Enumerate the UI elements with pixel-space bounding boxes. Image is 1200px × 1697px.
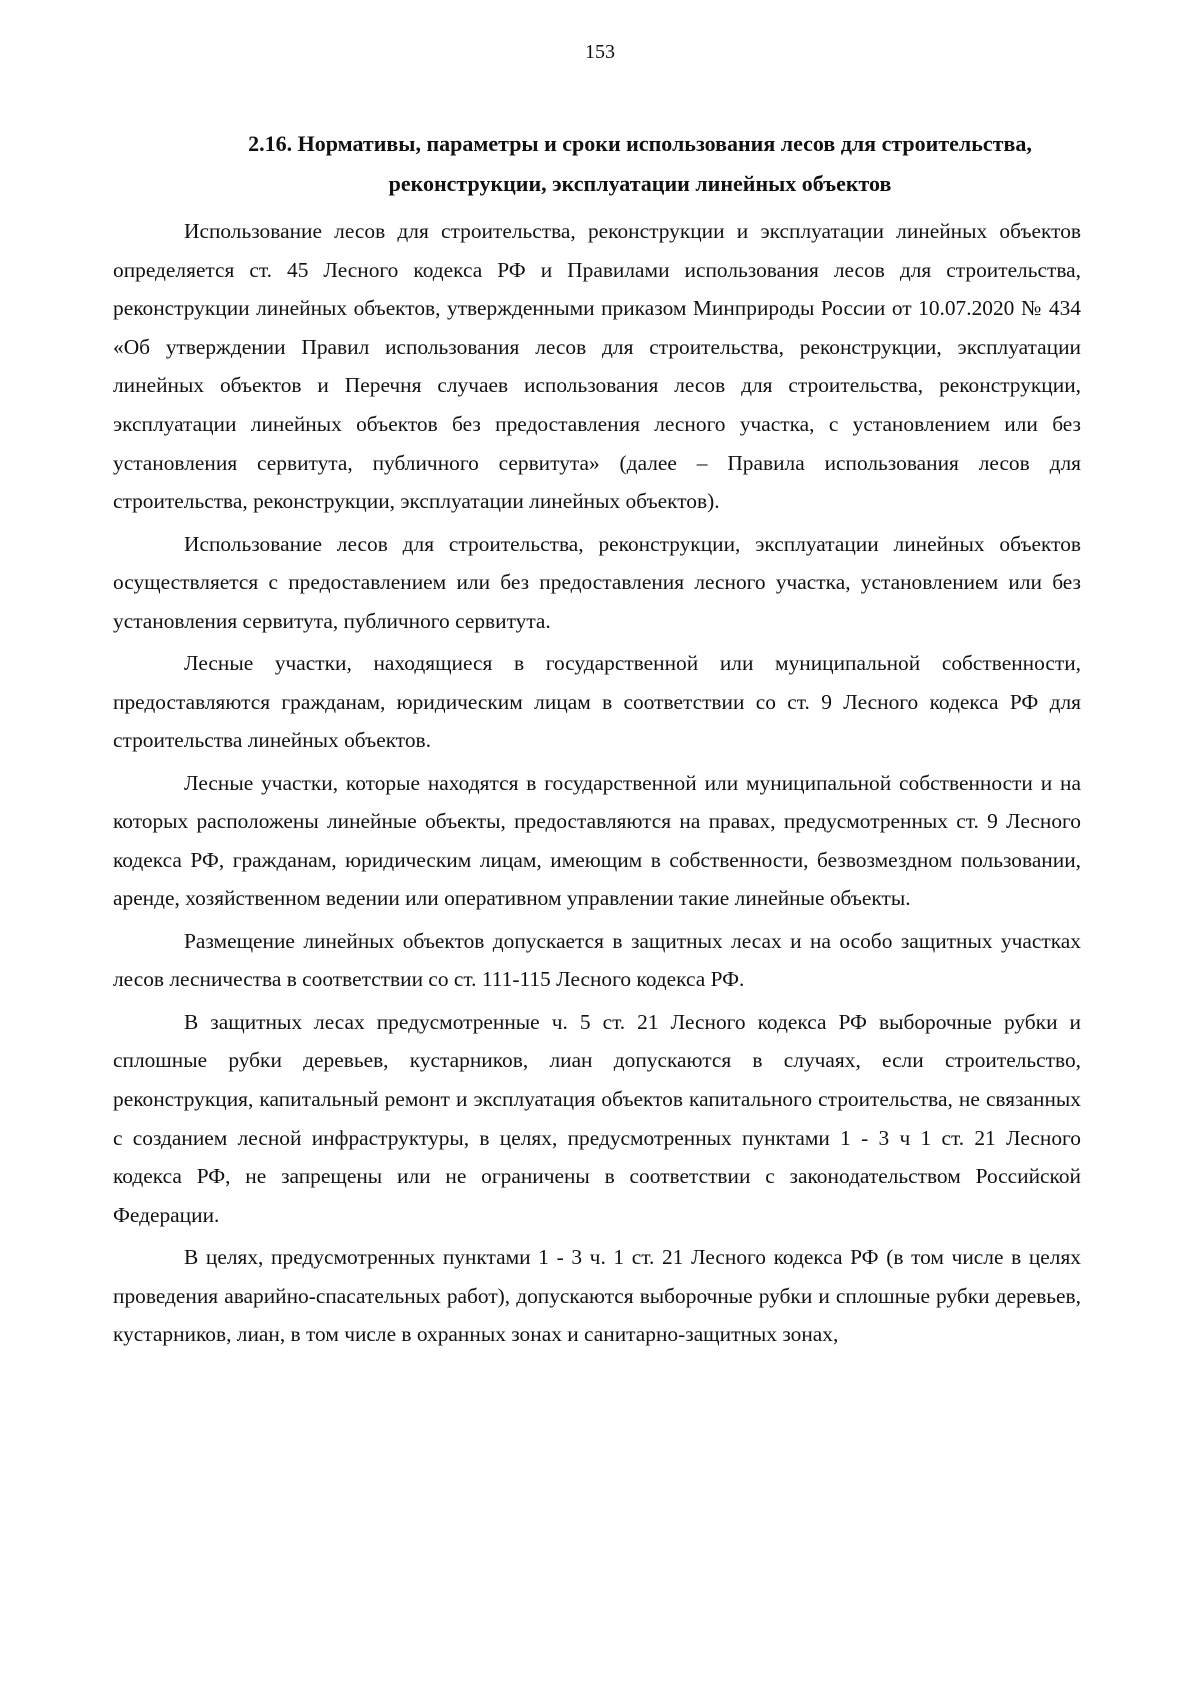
section-heading [200,124,1080,204]
section-heading-line-2: реконструкции, эксплуатации линейных объектов [388,171,892,196]
paragraph: Лесные участки, находящиеся в государственной или муниципальной собственности, предоставляются гражданам, юридическим лицам в соответствии со ст. 9 Лесного кодекса РФ для строительства линейных объектов. [113,651,1081,753]
page-number: 153 [585,41,615,63]
paragraph: Использование лесов для строительства, реконструкции и эксплуатации линейных объектов определяется ст. 45 Лесного кодекса РФ и Правилами использования лесов для строительства, реконструкции линейных объектов, утвержденными приказом Минприроды России от 10.07.2020 № 434 «Об утверждении Правил использования лесов для строительства, реконструкции, эксплуатации линейных объектов и Перечня случаев использования лесов для строительства, реконструкции, эксплуатации линейных объектов без предоставления лесного участка, с установлением или без установления сервитута, публичного сервитута» (далее – Правила использования лесов для строительства, реконструкции, эксплуатации линейных объектов). [113,219,1081,514]
paragraph: В защитных лесах предусмотренные ч. 5 ст. 21 Лесного кодекса РФ выборочные рубки и сплошные рубки деревьев, кустарников, лиан допускаются в случаях, если строительство, реконструкция, капитальный ремонт и эксплуатация объектов капитального строительства, не связанных с созданием лесной инфраструктуры, в целях, предусмотренных пунктами 1 - 3 ч 1 ст. 21 Лесного кодекса РФ, не запрещены или не ограничены в соответствии с законодательством Российской Федерации. [113,1009,1081,1227]
section-heading-line-1: 2.16. Нормативы, параметры и сроки использования лесов для строительства, [248,131,1032,156]
paragraph: В целях, предусмотренных пунктами 1 - 3 ч. 1 ст. 21 Лесного кодекса РФ (в том числе в целях проведения аварийно-спасательных работ), допускаются выборочные рубки и сплошные рубки деревьев, кустарников, лиан, в том числе в охранных зонах и санитарно-защитных зонах, [113,1245,1081,1347]
paragraph: Использование лесов для строительства, реконструкции, эксплуатации линейных объектов осуществляется с предоставлением или без предоставления лесного участка, установлением или без установления сервитута, публичного сервитута. [113,531,1081,633]
body-text [113,212,1081,1358]
paragraph: Размещение линейных объектов допускается в защитных лесах и на особо защитных участках лесов лесничества в соответствии со ст. 111-115 Лесного кодекса РФ. [113,928,1081,992]
paragraph: Лесные участки, которые находятся в государственной или муниципальной собственности и на которых расположены линейные объекты, предоставляются на правах, предусмотренных ст. 9 Лесного кодекса РФ, гражданам, юридическим лицам, имеющим в собственности, безвозмездном пользовании, аренде, хозяйственном ведении или оперативном управлении такие линейные объекты. [113,770,1081,911]
